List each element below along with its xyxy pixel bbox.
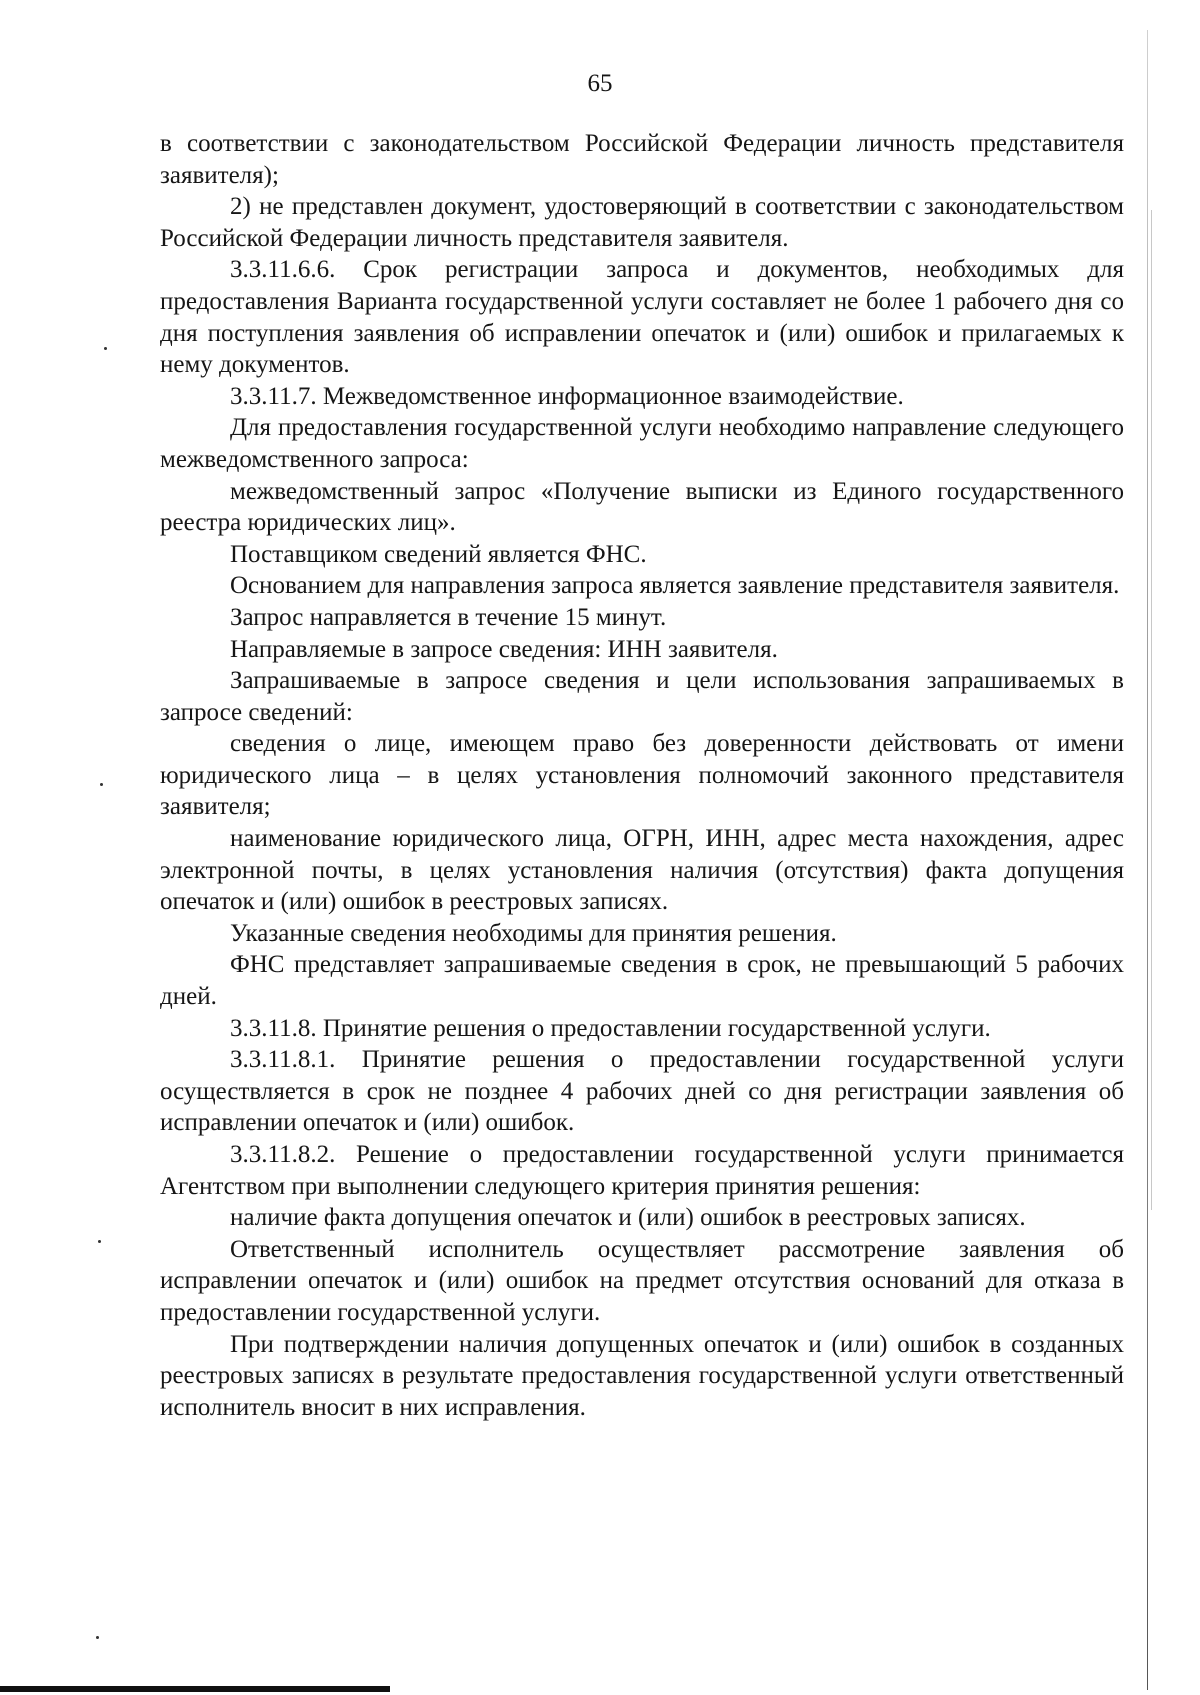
scan-speck (96, 1636, 99, 1639)
paragraph: Запрашиваемые в запросе сведения и цели использования запрашиваемых в запросе сведений: (160, 667, 1124, 726)
paragraph: 3.3.11.8.1. Принятие решения о предоставлении государственной услуги осуществляется в срок не позднее 4 рабочих дней со дня регистрации заявления об исправлении опечаток и (или) ошибок. (160, 1046, 1124, 1137)
paragraph: 3.3.11.8.2. Решение о предоставлении государственной услуги принимается Агентством при выполнении следующего критерия принятия решения: (160, 1141, 1124, 1200)
paragraph: в соответствии с законодательством Российской Федерации личность представителя заявителя); (160, 130, 1124, 189)
scan-edge-line (1151, 210, 1152, 1210)
paragraph: Запрос направляется в течение 15 минут. (230, 603, 667, 631)
paragraph: Указанные сведения необходимы для принятия решения. (230, 919, 837, 947)
paragraph: Для предоставления государственной услуги необходимо направление следующего межведомственного запроса: (160, 414, 1124, 473)
scan-edge-line (1147, 30, 1148, 1690)
paragraph: 3.3.11.6.6. Срок регистрации запроса и документов, необходимых для предоставления Варианта государственной услуги составляет не более 1 рабочего дня со дня поступления заявления об исправлении опечаток и (или) ошибок и прилагаемых к нему документов. (160, 256, 1124, 379)
scan-bottom-bar (0, 1686, 390, 1692)
scan-speck (100, 783, 103, 786)
paragraph: Ответственный исполнитель осуществляет рассмотрение заявления об исправлении опечаток и (или) ошибок на предмет отсутствия оснований для отказа в предоставлении государственной услуги. (160, 1235, 1124, 1326)
paragraph: При подтверждении наличия допущенных опечаток и (или) ошибок в созданных реестровых записях в результате предоставления государственной услуги ответственный исполнитель вносит в них исправления. (160, 1330, 1124, 1421)
paragraph: Поставщиком сведений является ФНС. (230, 540, 647, 568)
page-number: 65 (587, 70, 613, 97)
paragraph: Направляемые в запросе сведения: ИНН заявителя. (230, 635, 778, 663)
paragraph: ФНС представляет запрашиваемые сведения в срок, не превышающий 5 рабочих дней. (160, 951, 1124, 1011)
document-body (160, 128, 1124, 1423)
scan-speck (98, 1240, 101, 1243)
paragraph: 2) не представлен документ, удостоверяющий в соответствии с законодательством Российской Федерации личность представителя заявителя. (160, 193, 1124, 252)
scan-speck (104, 347, 107, 350)
paragraph: 3.3.11.7. Межведомственное информационное взаимодействие. (230, 382, 904, 410)
paragraph: наименование юридического лица, ОГРН, ИНН, адрес места нахождения, адрес электронной почты, в целях установления наличия (отсутствия) факта допущения опечаток и (или) ошибок в реестровых записях. (160, 825, 1124, 916)
paragraph: 3.3.11.8. Принятие решения о предоставлении государственной услуги. (230, 1014, 991, 1042)
paragraph: межведомственный запрос «Получение выписки из Единого государственного реестра юридических лиц». (160, 477, 1124, 537)
paragraph: сведения о лице, имеющем право без доверенности действовать от имени юридического лица – в целях установления полномочий законного представителя заявителя; (160, 730, 1124, 821)
paragraph: Основанием для направления запроса является заявление представителя заявителя. (230, 572, 1120, 600)
paragraph: наличие факта допущения опечаток и (или) ошибок в реестровых записях. (230, 1204, 1026, 1232)
